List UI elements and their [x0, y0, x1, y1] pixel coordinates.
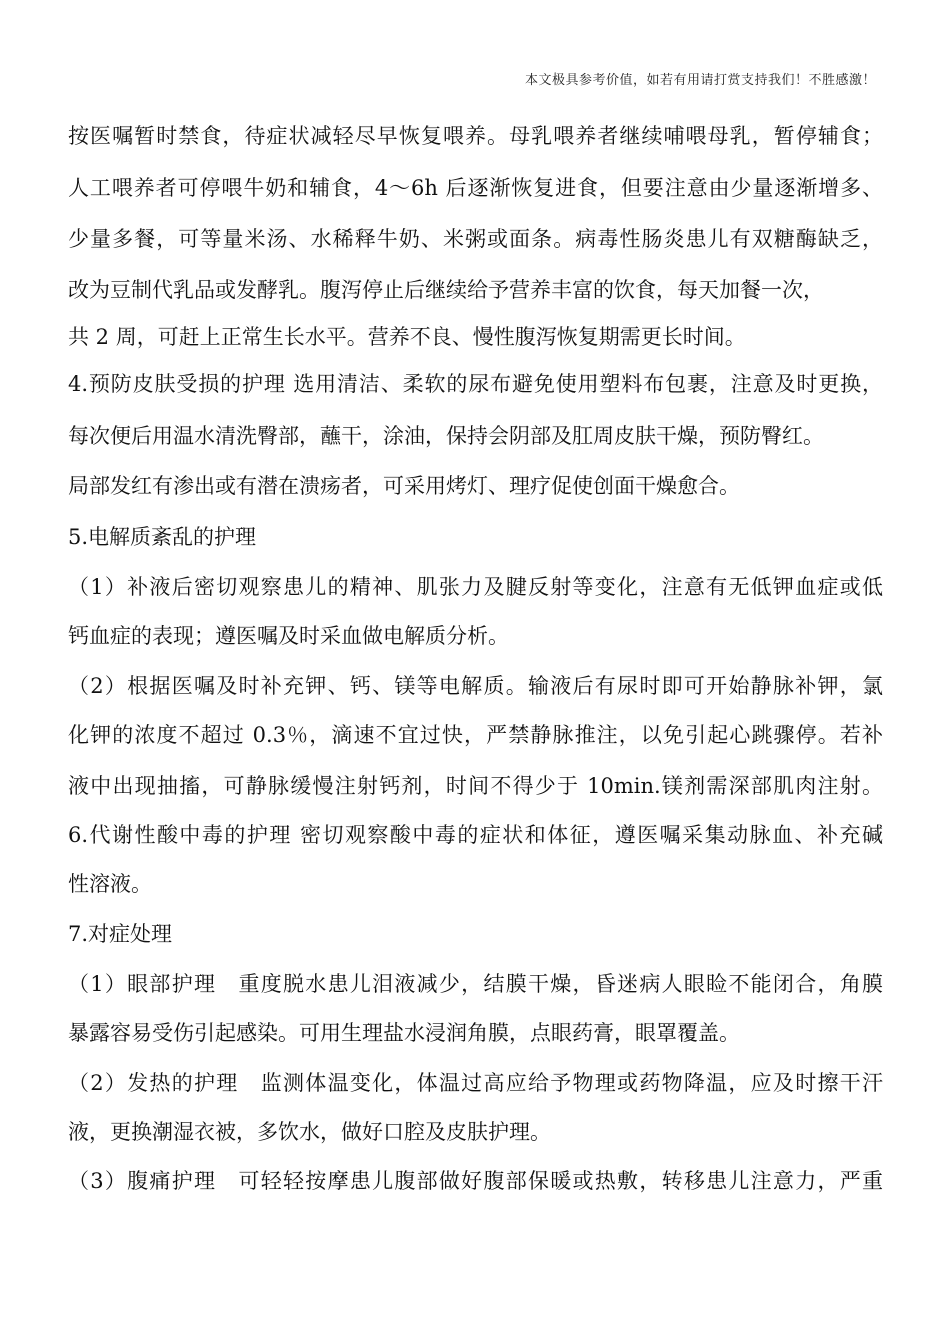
text-line: 改为豆制代乳品或发酵乳。腹泻停止后继续给予营养丰富的饮食，每天加餐一次， — [68, 278, 824, 302]
section-6-heading-line: 6.代谢性酸中毒的护理 密切观察酸中毒的症状和体征，遵医嘱采集动脉血、补充碱 — [68, 823, 883, 847]
text-line: 液，更换潮湿衣被，多饮水，做好口腔及皮肤护理。 — [68, 1120, 551, 1144]
text-line: 液中出现抽搐，可静脉缓慢注射钙剂，时间不得少于 10min.镁剂需深部肌肉注射。 — [68, 774, 883, 798]
section-4-heading-line: 4.预防皮肤受损的护理 选用清洁、柔软的尿布避免使用塑料布包裹，注意及时更换， — [68, 372, 883, 396]
text-line: 按医嘱暂时禁食，待症状减轻尽早恢复喂养。母乳喂养者继续哺喂母乳，暂停辅食； — [68, 124, 883, 148]
text-line: （1）眼部护理 重度脱水患儿泪液减少，结膜干燥，昏迷病人眼睑不能闭合，角膜 — [68, 972, 883, 996]
text-line: 化钾的浓度不超过 0.3％，滴速不宜过快，严禁静脉推注，以免引起心跳骤停。若补 — [68, 723, 883, 747]
section-5-heading: 5.电解质紊乱的护理 — [68, 525, 257, 549]
text-line: （3）腹痛护理 可轻轻按摩患儿腹部做好腹部保暖或热敷，转移患儿注意力，严重 — [68, 1169, 883, 1193]
text-line: （2）发热的护理 监测体温变化，体温过高应给予物理或药物降温，应及时擦干汗 — [68, 1071, 883, 1095]
text-line: 钙血症的表现；遵医嘱及时采血做电解质分析。 — [68, 624, 509, 648]
text-line: （1）补液后密切观察患儿的精神、肌张力及腱反射等变化，注意有无低钾血症或低 — [68, 575, 883, 599]
section-7-heading: 7.对症处理 — [68, 922, 173, 946]
text-line: 少量多餐，可等量米汤、水稀释牛奶、米粥或面条。病毒性肠炎患儿有双糖酶缺乏， — [68, 227, 883, 251]
header-note: 本文极具参考价值，如若有用请打赏支持我们！不胜感激！ — [524, 73, 876, 88]
text-line: 暴露容易受伤引起感染。可用生理盐水浸润角膜，点眼药膏，眼罩覆盖。 — [68, 1021, 740, 1045]
text-line: 每次便后用温水清洗臀部，蘸干，涂油，保持会阴部及肛周皮肤干燥，预防臀红。 — [68, 424, 824, 448]
text-line: 人工喂养者可停喂牛奶和辅食，4～6h 后逐渐恢复进食，但要注意由少量逐渐增多、 — [68, 176, 883, 200]
text-line: 性溶液。 — [68, 872, 152, 896]
text-line: 局部发红有渗出或有潜在溃疡者，可采用烤灯、理疗促使创面干燥愈合。 — [68, 474, 740, 498]
text-line: 共 2 周，可赶上正常生长水平。营养不良、慢性腹泻恢复期需更长时间。 — [68, 325, 746, 349]
text-line: （2）根据医嘱及时补充钾、钙、镁等电解质。输液后有尿时即可开始静脉补钾，氯 — [68, 674, 883, 698]
